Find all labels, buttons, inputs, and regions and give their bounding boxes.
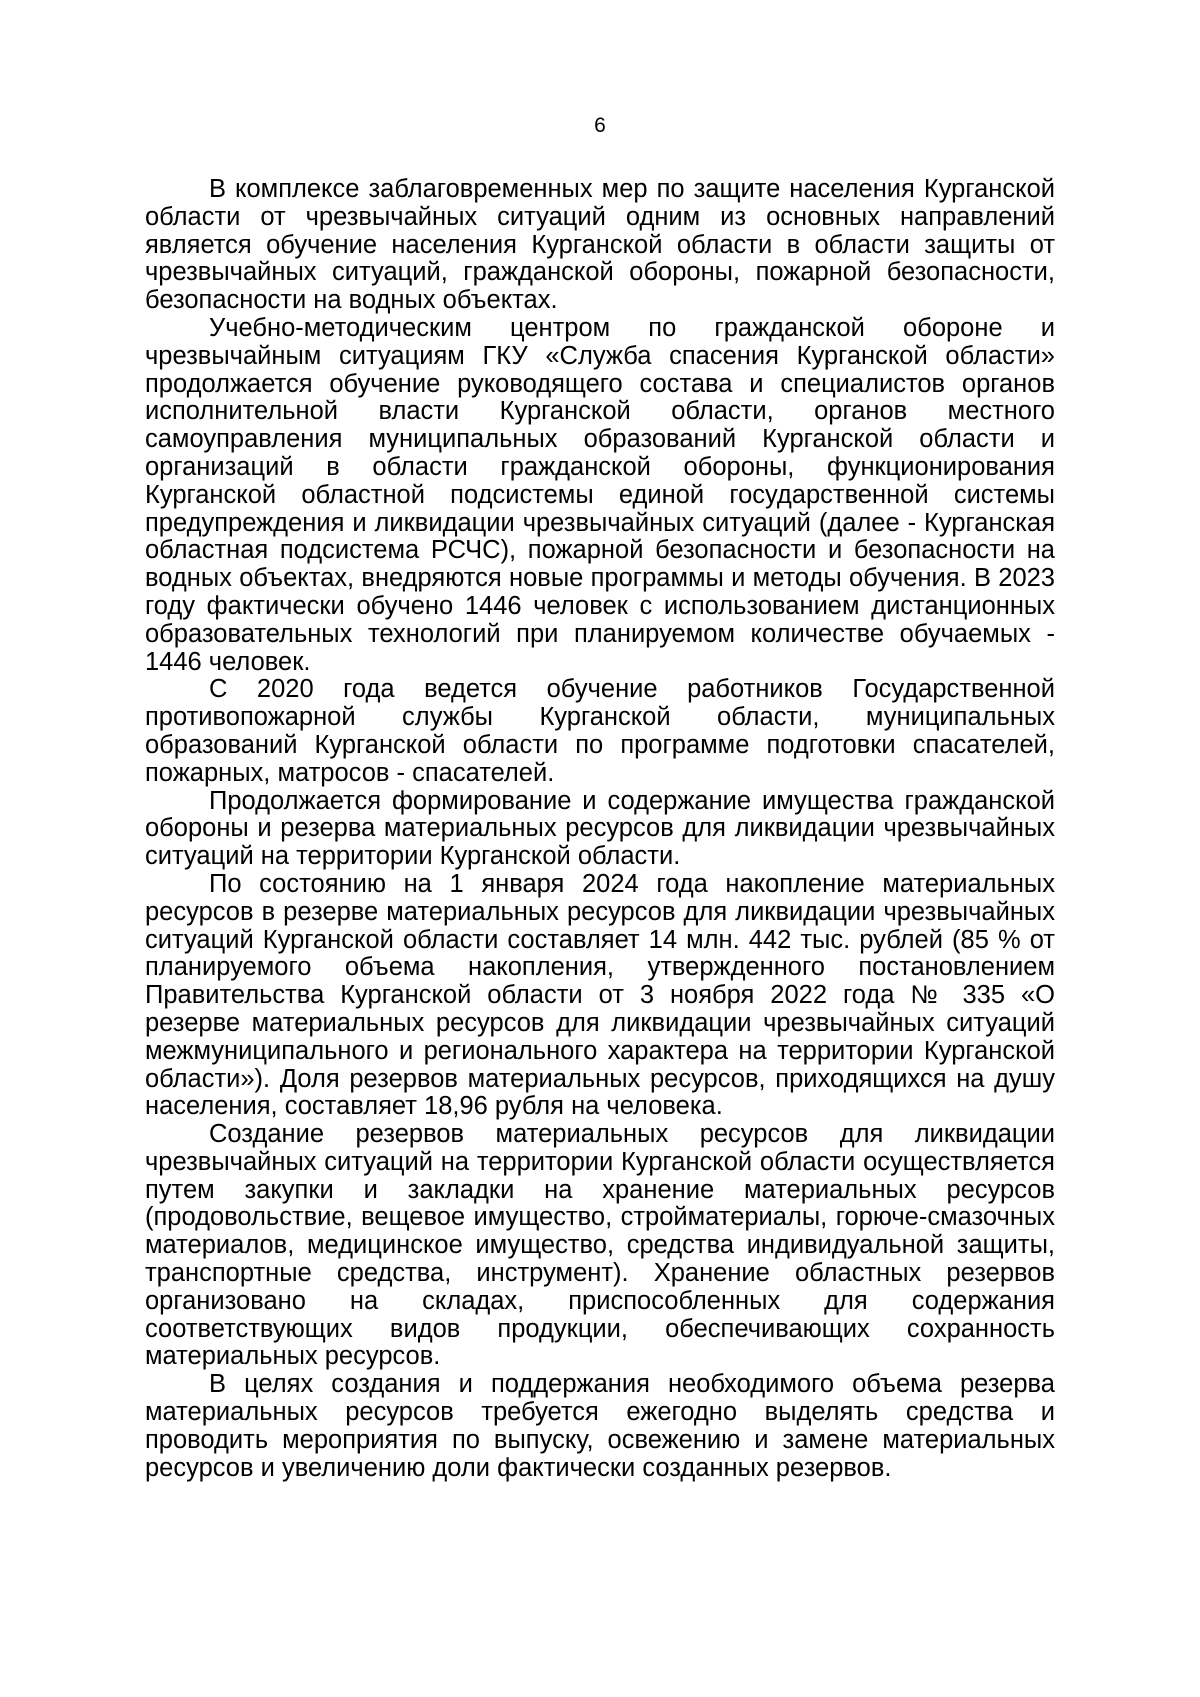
paragraph-reserve-creation: Создание резервов материальных ресурсов для ликвидации чрезвычайных ситуаций на территории Курганской области осуществляется путем закупки и закладки на хранение материальных ресурсов (продовольствие, вещевое имущество, стройматериалы, горюче-смазочных материалов, медицинское имущество, средства индивидуальной защиты, транспортные средства, инструмент). Хранение областных резервов организовано на складах, приспособленных для содержания соответствующих видов продукции, обеспечивающих сохранность материальных ресурсов. bbox=[145, 1120, 1055, 1371]
paragraph-reserve-status: По состоянию на 1 января 2024 года накопление материальных ресурсов в резерве материальных ресурсов для ликвидации чрезвычайных ситуаций Курганской области составляет 14 млн. 442 тыс. рублей (85 % от планируемого объема накопления, утвержденного постановлением Правительства Курганской области от 3 ноября 2022 года № 335 «О резерве материальных ресурсов для ликвидации чрезвычайных ситуаций межмуниципального и регионального характера на территории Курганской области»). Доля резервов материальных ресурсов, приходящихся на душу населения, составляет 18,96 рубля на человека. bbox=[145, 869, 1055, 1121]
paragraph-civil-defense-property: Продолжается формирование и содержание имущества гражданской обороны и резерва материальных ресурсов для ликвидации чрезвычайных ситуаций на территории Курганской области. bbox=[145, 786, 1055, 871]
paragraph-fire-service-training: С 2020 года ведется обучение работников Государственной противопожарной службы Курганской области, муниципальных образований Курганской области по программе подготовки спасателей, пожарных, матросов - спасателей. bbox=[145, 675, 1055, 787]
paragraph-reserve-maintenance: В целях создания и поддержания необходимого объема резерва материальных ресурсов требуется ежегодно выделять средства и проводить мероприятия по выпуску, освежению и замене материальных ресурсов и увеличению доли фактически созданных резервов. bbox=[145, 1370, 1055, 1482]
document-body bbox=[145, 176, 1055, 1482]
paragraph-population-training: В комплексе заблаговременных мер по защите населения Курганской области от чрезвычайных ситуаций одним из основных направлений является обучение населения Курганской области в области защиты от чрезвычайных ситуаций, гражданской обороны, пожарной безопасности, безопасности на водных объектах. bbox=[145, 175, 1055, 315]
page-number: 6 bbox=[594, 114, 606, 137]
paragraph-training-center: Учебно-методическим центром по гражданской обороне и чрезвычайным ситуациям ГКУ «Служба спасения Курганской области» продолжается обучение руководящего состава и специалистов органов исполнительной власти Курганской области, органов местного самоуправления муниципальных образований Курганской области и организаций в области гражданской обороны, функционирования Курганской областной подсистемы единой государственной системы предупреждения и ликвидации чрезвычайных ситуаций (далее - Курганская областная подсистема РСЧС), пожарной безопасности и безопасности на водных объектах, внедряются новые программы и методы обучения. В 2023 году фактически обучено 1446 человек с использованием дистанционных образовательных технологий при планируемом количестве обучаемых - 1446 человек. bbox=[145, 313, 1055, 676]
